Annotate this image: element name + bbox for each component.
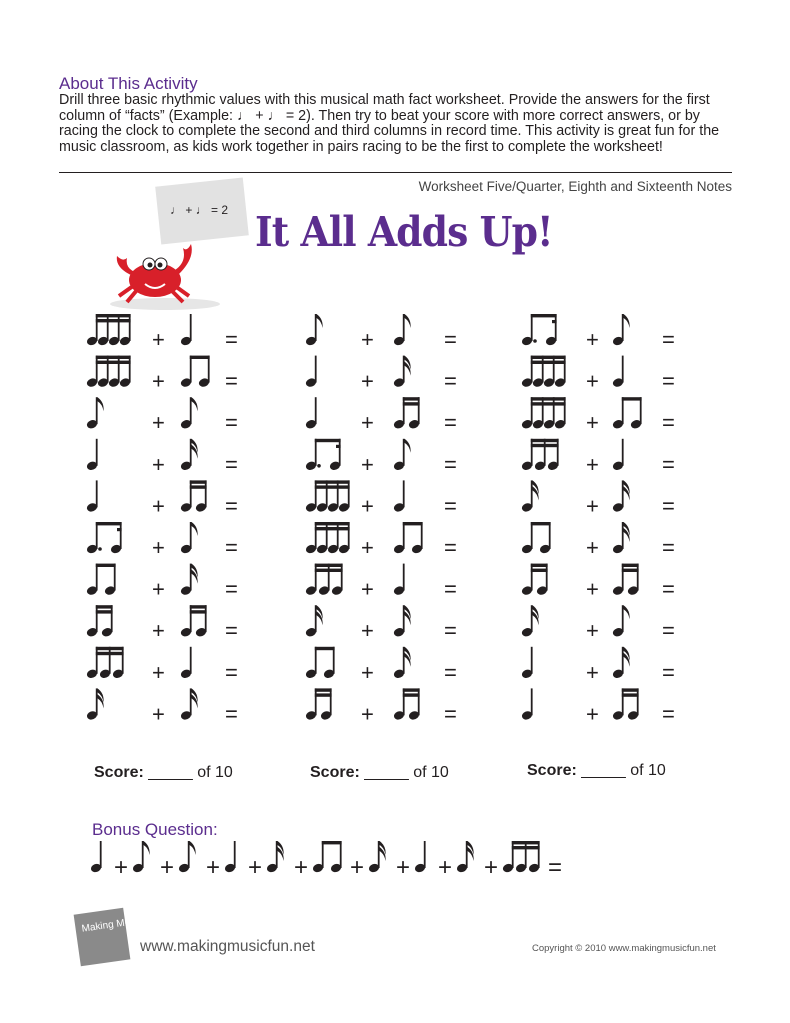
- plus-sign: +: [248, 854, 263, 881]
- note-glyph: [180, 356, 211, 389]
- plus-sign: +: [152, 327, 165, 352]
- note-glyph: [180, 439, 198, 472]
- note-glyph: [86, 314, 132, 347]
- note-glyph: [305, 480, 351, 513]
- bonus-note-glyph: [312, 841, 343, 874]
- note-glyph: [612, 356, 625, 389]
- score-suffix: of 10: [413, 764, 449, 781]
- plus-sign: +: [361, 618, 374, 644]
- equals-sign: =: [225, 618, 238, 644]
- note-glyph: [86, 522, 123, 555]
- note-glyph: [86, 480, 99, 513]
- plus-sign: +: [586, 701, 599, 727]
- bonus-note-glyph: [502, 841, 541, 874]
- plus-sign: +: [152, 493, 165, 519]
- equals-sign: =: [662, 535, 675, 560]
- note-glyph: [86, 564, 117, 597]
- note-glyph: [86, 688, 104, 721]
- equals-sign: =: [444, 659, 457, 685]
- score-suffix: of 10: [197, 764, 233, 781]
- note-glyph: [521, 605, 539, 638]
- equals-sign: =: [444, 576, 457, 602]
- equals-sign: =: [662, 451, 675, 477]
- score-label: Score:: [94, 764, 144, 781]
- plus-sign: +: [152, 368, 165, 394]
- equals-sign: =: [662, 659, 675, 685]
- equals-sign: =: [225, 576, 238, 602]
- plus-sign: +: [361, 368, 374, 394]
- equals-sign: =: [662, 327, 675, 352]
- bonus-note-glyph: [368, 841, 386, 874]
- note-glyph: [305, 314, 323, 347]
- equals-sign: =: [662, 493, 675, 519]
- bonus-note-glyph: [132, 841, 150, 874]
- equals-sign: =: [225, 410, 238, 436]
- score-blank[interactable]: _____: [148, 764, 193, 781]
- note-glyph: [393, 356, 411, 389]
- plus-sign: +: [484, 854, 499, 881]
- plus-sign: +: [361, 451, 374, 477]
- note-glyph: [393, 564, 406, 597]
- score-col-2: [310, 764, 449, 782]
- equals-sign: =: [444, 701, 457, 727]
- bonus-note-glyph: [90, 841, 103, 874]
- plus-sign: +: [361, 327, 374, 352]
- note-glyph: [521, 439, 560, 472]
- plus-sign: +: [294, 854, 309, 881]
- note-glyph: [305, 688, 333, 721]
- note-glyph: [521, 314, 558, 347]
- equals-sign: =: [662, 576, 675, 602]
- website-link[interactable]: www.makingmusicfun.net: [140, 938, 315, 955]
- equals-sign: =: [444, 327, 457, 352]
- score-col-3: [527, 762, 666, 780]
- note-glyph: [612, 439, 625, 472]
- note-glyph: [305, 397, 318, 430]
- copyright-text: Copyright © 2010 www.makingmusicfun.net: [532, 943, 716, 954]
- plus-sign: +: [361, 410, 374, 436]
- equals-sign: =: [444, 493, 457, 519]
- note-glyph: [393, 314, 411, 347]
- note-glyph: [612, 564, 640, 597]
- note-glyph: [86, 647, 125, 680]
- logo-text: Making Music Fun!: [80, 912, 166, 935]
- plus-sign: +: [361, 535, 374, 560]
- plus-sign: +: [586, 327, 599, 352]
- plus-sign: +: [152, 659, 165, 685]
- note-glyph: [521, 480, 539, 513]
- equals-sign: =: [444, 618, 457, 644]
- making-music-fun-logo: [73, 905, 166, 967]
- equals-sign: =: [662, 368, 675, 394]
- equals-sign: =: [662, 618, 675, 644]
- bonus-sequence: [0, 835, 790, 895]
- equals-sign: =: [225, 493, 238, 519]
- plus-sign: +: [586, 451, 599, 477]
- about-title: About This Activity: [59, 74, 198, 93]
- plus-sign: +: [438, 854, 453, 881]
- note-glyph: [393, 688, 421, 721]
- equals-sign: =: [662, 701, 675, 727]
- note-glyph: [393, 439, 411, 472]
- equals-sign: =: [444, 410, 457, 436]
- note-glyph: [612, 605, 630, 638]
- note-glyph: [305, 564, 344, 597]
- plus-sign: +: [586, 659, 599, 685]
- note-glyph: [521, 647, 534, 680]
- plus-sign: +: [361, 493, 374, 519]
- note-glyph: [180, 564, 198, 597]
- about-text: Drill three basic rhythmic values with this musical math fact worksheet. Provide the answers for the first column of “facts” (Example: ♩ + ♩ = 2). Then try to beat your score with more correct answers, or by racing the clock to complete the second and third columns in record time. This activity is great fun for the music classroom, as kids work together in pairs racing to be the first to complete the worksheet!: [59, 92, 720, 155]
- plus-sign: +: [361, 576, 374, 602]
- plus-sign: +: [361, 659, 374, 685]
- bonus-note-glyph: [456, 841, 474, 874]
- equals-sign: =: [662, 410, 675, 436]
- note-glyph: [521, 356, 567, 389]
- note-glyph: [521, 397, 567, 430]
- note-glyph: [86, 605, 114, 638]
- plus-sign: +: [396, 854, 411, 881]
- note-glyph: [612, 314, 630, 347]
- score-label: Score:: [310, 764, 360, 781]
- plus-sign: +: [152, 410, 165, 436]
- note-glyph: [612, 480, 630, 513]
- plus-sign: +: [114, 854, 129, 881]
- note-glyph: [180, 522, 198, 555]
- note-glyph: [393, 605, 411, 638]
- note-glyph: [86, 439, 99, 472]
- score-label: Score:: [527, 762, 577, 779]
- plus-sign: +: [152, 701, 165, 727]
- example-card-text: ♩ + ♩ = 2: [170, 203, 229, 217]
- worksheet-label: Worksheet Five/Quarter, Eighth and Sixteenth Notes: [418, 179, 732, 194]
- equals-sign: =: [225, 535, 238, 560]
- note-glyph: [305, 522, 351, 555]
- bonus-title: Bonus Question:: [92, 820, 218, 839]
- plus-sign: +: [152, 535, 165, 560]
- plus-sign: +: [586, 535, 599, 560]
- equals-sign: =: [225, 327, 238, 352]
- note-glyph: [393, 522, 424, 555]
- bonus-note-glyph: [266, 841, 284, 874]
- note-glyph: [180, 688, 198, 721]
- plus-sign: +: [350, 854, 365, 881]
- note-glyph: [393, 647, 411, 680]
- note-glyph: [180, 397, 198, 430]
- note-glyph: [305, 647, 336, 680]
- note-glyph: [180, 314, 193, 347]
- note-glyph: [393, 397, 421, 430]
- equals-sign: =: [548, 854, 563, 881]
- note-glyph: [305, 356, 318, 389]
- equals-sign: =: [444, 535, 457, 560]
- note-glyph: [521, 688, 534, 721]
- score-blank[interactable]: _____: [364, 764, 409, 781]
- note-glyph: [612, 397, 643, 430]
- note-glyph: [180, 480, 208, 513]
- equals-sign: =: [225, 701, 238, 727]
- plus-sign: +: [361, 701, 374, 727]
- note-glyph: [305, 439, 342, 472]
- equals-sign: =: [225, 451, 238, 477]
- score-suffix: of 10: [630, 762, 666, 779]
- note-glyph: [612, 522, 630, 555]
- note-glyph: [393, 480, 406, 513]
- equals-sign: =: [444, 368, 457, 394]
- note-glyph: [86, 397, 104, 430]
- plus-sign: +: [160, 854, 175, 881]
- plus-sign: +: [206, 854, 221, 881]
- note-glyph: [86, 356, 132, 389]
- score-blank[interactable]: _____: [581, 762, 626, 779]
- note-glyph: [305, 605, 323, 638]
- note-glyph: [521, 564, 549, 597]
- bonus-note-glyph: [224, 841, 237, 874]
- equals-sign: =: [444, 451, 457, 477]
- worksheet-title: It All Adds Up!: [255, 208, 553, 256]
- plus-sign: +: [586, 493, 599, 519]
- plus-sign: +: [152, 451, 165, 477]
- plus-sign: +: [152, 618, 165, 644]
- plus-sign: +: [586, 368, 599, 394]
- note-glyph: [180, 605, 208, 638]
- score-col-1: [94, 764, 233, 782]
- plus-sign: +: [586, 618, 599, 644]
- note-glyph: [612, 647, 630, 680]
- equals-sign: =: [225, 368, 238, 394]
- bonus-note-glyph: [178, 841, 196, 874]
- note-glyph: [612, 688, 640, 721]
- note-glyph: [180, 647, 193, 680]
- plus-sign: +: [586, 410, 599, 436]
- equals-sign: =: [225, 659, 238, 685]
- bonus-note-glyph: [414, 841, 427, 874]
- note-glyph: [521, 522, 552, 555]
- plus-sign: +: [152, 576, 165, 602]
- plus-sign: +: [586, 576, 599, 602]
